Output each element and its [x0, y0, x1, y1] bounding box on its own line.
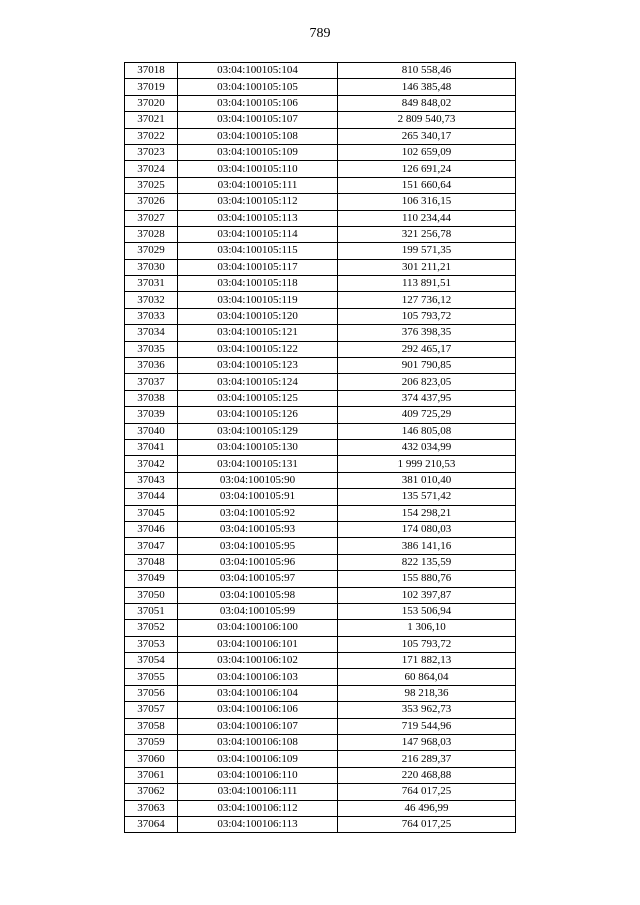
cadastral-number-cell: 03:04:100105:123: [178, 358, 338, 374]
row-number-cell: 37038: [125, 390, 178, 406]
cadastral-value-cell: 155 880,76: [338, 571, 516, 587]
cadastral-number-cell: 03:04:100105:119: [178, 292, 338, 308]
cadastral-number-cell: 03:04:100105:130: [178, 439, 338, 455]
cadastral-number-cell: 03:04:100105:129: [178, 423, 338, 439]
table-row: [125, 653, 516, 669]
row-number-cell: 37024: [125, 161, 178, 177]
table-row: [125, 751, 516, 767]
row-number-cell: 37048: [125, 554, 178, 570]
cadastral-number-cell: 03:04:100105:104: [178, 63, 338, 79]
row-number-cell: 37030: [125, 259, 178, 275]
row-number-cell: 37045: [125, 505, 178, 521]
row-number-cell: 37036: [125, 358, 178, 374]
cadastral-number-cell: 03:04:100105:108: [178, 128, 338, 144]
cadastral-number-cell: 03:04:100105:93: [178, 521, 338, 537]
row-number-cell: 37050: [125, 587, 178, 603]
row-number-cell: 37052: [125, 620, 178, 636]
table-row: [125, 325, 516, 341]
table-row: [125, 194, 516, 210]
cadastral-number-cell: 03:04:100106:112: [178, 800, 338, 816]
cadastral-value-cell: 153 506,94: [338, 603, 516, 619]
cadastral-value-cell: 376 398,35: [338, 325, 516, 341]
table-row: [125, 718, 516, 734]
cadastral-number-cell: 03:04:100106:103: [178, 669, 338, 685]
cadastral-value-cell: 98 218,36: [338, 685, 516, 701]
table-row: [125, 226, 516, 242]
table-row: [125, 292, 516, 308]
table-row: [125, 161, 516, 177]
cadastral-value-cell: 353 962,73: [338, 702, 516, 718]
cadastral-number-cell: 03:04:100105:111: [178, 177, 338, 193]
row-number-cell: 37033: [125, 308, 178, 324]
table-row: [125, 423, 516, 439]
cadastral-number-cell: 03:04:100105:97: [178, 571, 338, 587]
table-row: [125, 620, 516, 636]
cadastral-number-cell: 03:04:100106:110: [178, 767, 338, 783]
table-row: [125, 374, 516, 390]
row-number-cell: 37043: [125, 472, 178, 488]
table-row: [125, 587, 516, 603]
cadastral-number-cell: 03:04:100105:106: [178, 95, 338, 111]
cadastral-number-cell: 03:04:100105:107: [178, 112, 338, 128]
cadastral-value-cell: 171 882,13: [338, 653, 516, 669]
row-number-cell: 37054: [125, 653, 178, 669]
cadastral-number-cell: 03:04:100105:114: [178, 226, 338, 242]
row-number-cell: 37020: [125, 95, 178, 111]
row-number-cell: 37018: [125, 63, 178, 79]
cadastral-value-cell: 386 141,16: [338, 538, 516, 554]
cadastral-value-cell: 174 080,03: [338, 521, 516, 537]
cadastral-number-cell: 03:04:100105:95: [178, 538, 338, 554]
row-number-cell: 37026: [125, 194, 178, 210]
cadastral-number-cell: 03:04:100105:92: [178, 505, 338, 521]
row-number-cell: 37064: [125, 816, 178, 832]
cadastral-value-cell: 1 999 210,53: [338, 456, 516, 472]
cadastral-value-cell: 2 809 540,73: [338, 112, 516, 128]
table-row: [125, 456, 516, 472]
row-number-cell: 37056: [125, 685, 178, 701]
table-row: [125, 472, 516, 488]
cadastral-value-cell: 199 571,35: [338, 243, 516, 259]
cadastral-number-cell: 03:04:100106:113: [178, 816, 338, 832]
row-number-cell: 37063: [125, 800, 178, 816]
cadastral-number-cell: 03:04:100105:120: [178, 308, 338, 324]
row-number-cell: 37031: [125, 276, 178, 292]
cadastral-number-cell: 03:04:100105:90: [178, 472, 338, 488]
cadastral-value-cell: 764 017,25: [338, 784, 516, 800]
cadastral-number-cell: 03:04:100105:131: [178, 456, 338, 472]
cadastral-number-cell: 03:04:100105:126: [178, 407, 338, 423]
table-row: [125, 358, 516, 374]
row-number-cell: 37059: [125, 735, 178, 751]
table-row: [125, 800, 516, 816]
table-row: [125, 767, 516, 783]
table-row: [125, 521, 516, 537]
row-number-cell: 37034: [125, 325, 178, 341]
row-number-cell: 37040: [125, 423, 178, 439]
row-number-cell: 37053: [125, 636, 178, 652]
cadastral-value-cell: 719 544,96: [338, 718, 516, 734]
table-row: [125, 308, 516, 324]
cadastral-value-cell: 220 468,88: [338, 767, 516, 783]
cadastral-number-cell: 03:04:100106:111: [178, 784, 338, 800]
cadastral-value-cell: 292 465,17: [338, 341, 516, 357]
cadastral-value-cell: 301 211,21: [338, 259, 516, 275]
cadastral-number-cell: 03:04:100105:115: [178, 243, 338, 259]
row-number-cell: 37062: [125, 784, 178, 800]
table-row: [125, 63, 516, 79]
cadastral-value-cell: 146 385,48: [338, 79, 516, 95]
cadastral-value-cell: 105 793,72: [338, 308, 516, 324]
cadastral-number-cell: 03:04:100106:107: [178, 718, 338, 734]
row-number-cell: 37037: [125, 374, 178, 390]
cadastral-value-cell: 1 306,10: [338, 620, 516, 636]
cadastral-value-cell: 432 034,99: [338, 439, 516, 455]
table-row: [125, 669, 516, 685]
cadastral-value-cell: 409 725,29: [338, 407, 516, 423]
cadastral-value-cell: 206 823,05: [338, 374, 516, 390]
table-row: [125, 538, 516, 554]
table-body: [125, 63, 516, 833]
cadastral-value-cell: 126 691,24: [338, 161, 516, 177]
table-row: [125, 702, 516, 718]
cadastral-number-cell: 03:04:100105:113: [178, 210, 338, 226]
row-number-cell: 37021: [125, 112, 178, 128]
cadastral-value-cell: 381 010,40: [338, 472, 516, 488]
cadastral-number-cell: 03:04:100106:101: [178, 636, 338, 652]
row-number-cell: 37057: [125, 702, 178, 718]
table-row: [125, 390, 516, 406]
cadastral-number-cell: 03:04:100106:109: [178, 751, 338, 767]
table-row: [125, 79, 516, 95]
table-row: [125, 439, 516, 455]
table-row: [125, 341, 516, 357]
cadastral-number-cell: 03:04:100106:100: [178, 620, 338, 636]
cadastral-value-cell: 60 864,04: [338, 669, 516, 685]
page-number: 789: [309, 26, 331, 41]
table-row: [125, 95, 516, 111]
cadastral-value-cell: 106 316,15: [338, 194, 516, 210]
row-number-cell: 37061: [125, 767, 178, 783]
cadastral-value-cell: 216 289,37: [338, 751, 516, 767]
cadastral-value-cell: 146 805,08: [338, 423, 516, 439]
cadastral-value-cell: 321 256,78: [338, 226, 516, 242]
cadastral-value-cell: 102 659,09: [338, 144, 516, 160]
cadastral-value-cell: 135 571,42: [338, 489, 516, 505]
cadastral-value-table: [124, 62, 516, 833]
cadastral-value-cell: 110 234,44: [338, 210, 516, 226]
cadastral-number-cell: 03:04:100106:108: [178, 735, 338, 751]
row-number-cell: 37047: [125, 538, 178, 554]
cadastral-value-cell: 105 793,72: [338, 636, 516, 652]
table-row: [125, 177, 516, 193]
row-number-cell: 37027: [125, 210, 178, 226]
row-number-cell: 37028: [125, 226, 178, 242]
cadastral-value-cell: 265 340,17: [338, 128, 516, 144]
row-number-cell: 37032: [125, 292, 178, 308]
cadastral-number-cell: 03:04:100105:118: [178, 276, 338, 292]
table-row: [125, 128, 516, 144]
row-number-cell: 37039: [125, 407, 178, 423]
row-number-cell: 37051: [125, 603, 178, 619]
table-row: [125, 259, 516, 275]
cadastral-value-cell: 764 017,25: [338, 816, 516, 832]
cadastral-number-cell: 03:04:100105:96: [178, 554, 338, 570]
table-row: [125, 112, 516, 128]
cadastral-value-cell: 901 790,85: [338, 358, 516, 374]
cadastral-number-cell: 03:04:100105:117: [178, 259, 338, 275]
cadastral-number-cell: 03:04:100105:122: [178, 341, 338, 357]
cadastral-number-cell: 03:04:100105:124: [178, 374, 338, 390]
cadastral-number-cell: 03:04:100105:105: [178, 79, 338, 95]
row-number-cell: 37049: [125, 571, 178, 587]
cadastral-number-cell: 03:04:100105:99: [178, 603, 338, 619]
cadastral-value-cell: 849 848,02: [338, 95, 516, 111]
table-row: [125, 816, 516, 832]
table-row: [125, 243, 516, 259]
row-number-cell: 37019: [125, 79, 178, 95]
row-number-cell: 37060: [125, 751, 178, 767]
table-row: [125, 276, 516, 292]
table-row: [125, 505, 516, 521]
cadastral-number-cell: 03:04:100105:91: [178, 489, 338, 505]
row-number-cell: 37055: [125, 669, 178, 685]
row-number-cell: 37029: [125, 243, 178, 259]
table-row: [125, 636, 516, 652]
cadastral-value-cell: 147 968,03: [338, 735, 516, 751]
cadastral-number-cell: 03:04:100105:98: [178, 587, 338, 603]
cadastral-value-cell: 46 496,99: [338, 800, 516, 816]
cadastral-value-cell: 127 736,12: [338, 292, 516, 308]
cadastral-number-cell: 03:04:100106:106: [178, 702, 338, 718]
cadastral-value-cell: 154 298,21: [338, 505, 516, 521]
cadastral-value-cell: 102 397,87: [338, 587, 516, 603]
cadastral-value-cell: 810 558,46: [338, 63, 516, 79]
table-row: [125, 407, 516, 423]
table-row: [125, 144, 516, 160]
row-number-cell: 37025: [125, 177, 178, 193]
table-row: [125, 210, 516, 226]
row-number-cell: 37041: [125, 439, 178, 455]
cadastral-number-cell: 03:04:100105:121: [178, 325, 338, 341]
row-number-cell: 37046: [125, 521, 178, 537]
table-row: [125, 571, 516, 587]
table-row: [125, 603, 516, 619]
cadastral-number-cell: 03:04:100106:102: [178, 653, 338, 669]
row-number-cell: 37058: [125, 718, 178, 734]
row-number-cell: 37022: [125, 128, 178, 144]
table-row: [125, 489, 516, 505]
cadastral-value-cell: 113 891,51: [338, 276, 516, 292]
cadastral-number-cell: 03:04:100105:125: [178, 390, 338, 406]
cadastral-number-cell: 03:04:100106:104: [178, 685, 338, 701]
cadastral-value-cell: 374 437,95: [338, 390, 516, 406]
row-number-cell: 37042: [125, 456, 178, 472]
row-number-cell: 37035: [125, 341, 178, 357]
cadastral-number-cell: 03:04:100105:110: [178, 161, 338, 177]
cadastral-value-cell: 151 660,64: [338, 177, 516, 193]
cadastral-number-cell: 03:04:100105:112: [178, 194, 338, 210]
cadastral-number-cell: 03:04:100105:109: [178, 144, 338, 160]
table-row: [125, 784, 516, 800]
row-number-cell: 37023: [125, 144, 178, 160]
row-number-cell: 37044: [125, 489, 178, 505]
cadastral-value-cell: 822 135,59: [338, 554, 516, 570]
table-row: [125, 685, 516, 701]
table-row: [125, 554, 516, 570]
table-row: [125, 735, 516, 751]
